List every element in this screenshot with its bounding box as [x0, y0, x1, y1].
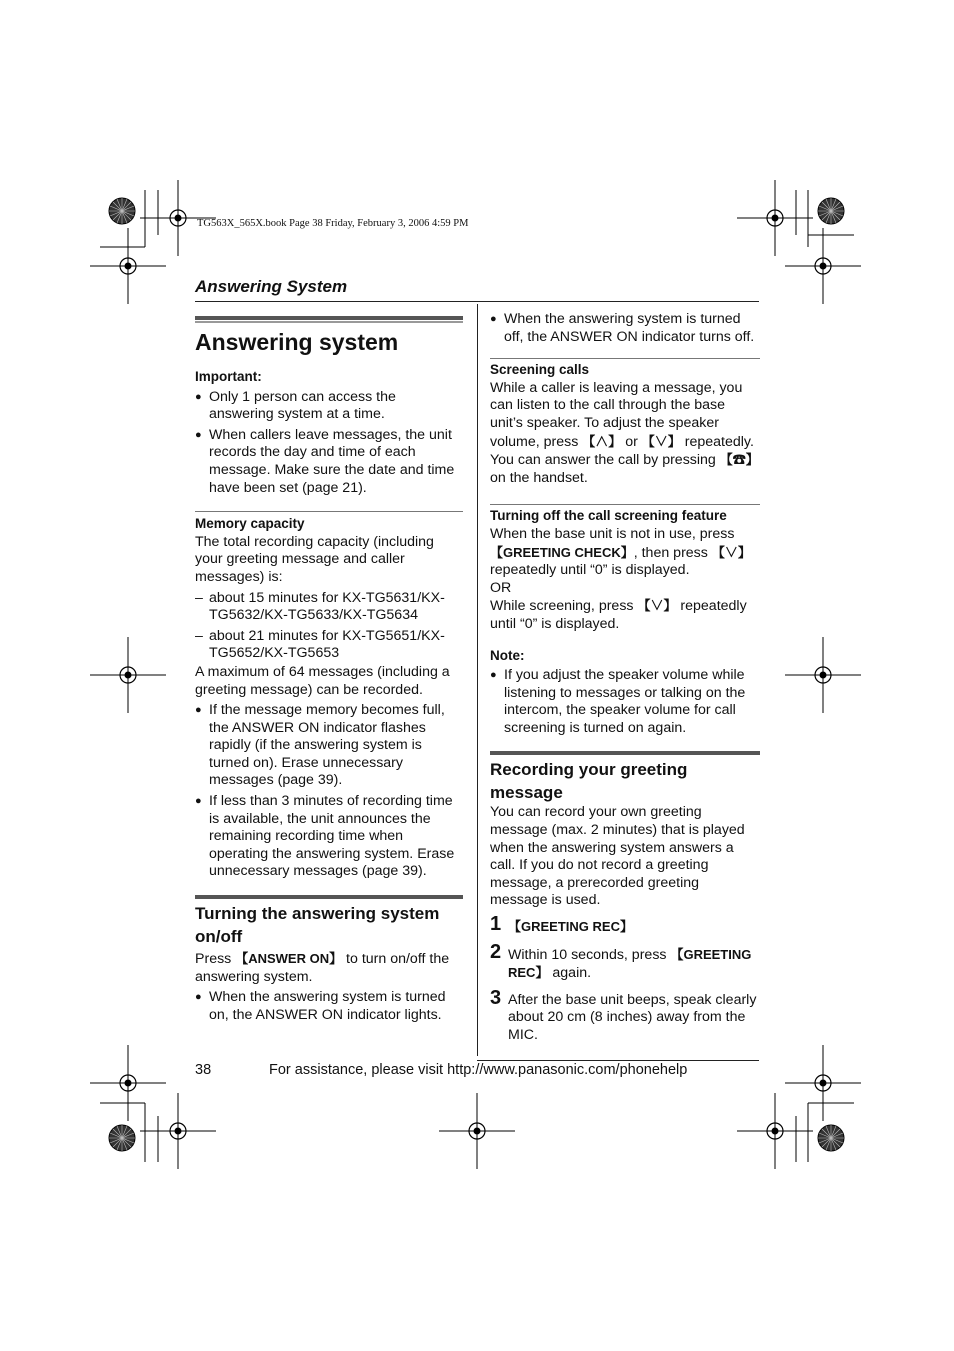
greeting-intro: You can record your own greeting message (max. 2 minutes) that is played when the answering system answers a call. If you do not record a greeting message, a prerecorded greeting message is used.	[490, 804, 745, 909]
assistance-link[interactable]: For assistance, please visit http://www.panasonic.com/phonehelp	[269, 1062, 688, 1078]
list-item: ● When the answering system is turned on, the ANSWER ON indicator lights.	[195, 989, 446, 1023]
turnoff-heading: Turning off the call screening feature	[490, 508, 727, 524]
memory-heading: Memory capacity	[195, 516, 305, 532]
list-item: ● If you adjust the speaker volume while listening to messages or talking on the intercom, the speaker volume for call screening is turned on again.	[490, 667, 746, 736]
left-column	[195, 316, 463, 1024]
registration-mark	[90, 1045, 166, 1121]
starburst-mark	[818, 198, 844, 224]
screening-heading: Screening calls	[490, 362, 590, 378]
section-header: Answering System	[195, 277, 348, 296]
step-1: 1 【GREETING REC】	[490, 913, 633, 936]
registration-mark	[439, 1093, 515, 1169]
list-item: – about 21 minutes for KX-TG5651/KX-TG5652/KX-TG5653	[195, 627, 445, 662]
registration-mark	[140, 1093, 216, 1169]
bullet-icon: ●	[490, 313, 497, 325]
right-column	[490, 309, 760, 1045]
list-item: – about 15 minutes for KX-TG5631/KX-TG5632/KX-TG5633/KX-TG5634	[195, 589, 445, 624]
important-label: Important:	[195, 369, 262, 384]
section-divider	[490, 358, 760, 359]
starburst-mark	[109, 1125, 135, 1151]
header-rule	[195, 301, 759, 302]
page-number: 38	[195, 1062, 212, 1078]
memory-max: A maximum of 64 messages (including a greeting message) can be recorded.	[195, 663, 450, 698]
greeting-rec-key: 【GREETING REC】	[508, 919, 633, 935]
registration-mark	[737, 180, 813, 256]
registration-mark	[90, 228, 166, 304]
bullet-icon: ●	[195, 704, 202, 717]
registration-mark	[785, 1045, 861, 1121]
title-bar	[195, 316, 463, 320]
print-header: TG563X_565X.book Page 38 Friday, February 3, 2006 4:59 PM	[197, 218, 469, 229]
section-bar	[195, 895, 463, 899]
footer-rule	[477, 1060, 759, 1061]
section-bar	[490, 751, 760, 755]
or-line: OR	[490, 579, 512, 596]
list-item: ● If less than 3 minutes of recording time is available, the unit announces the remaining recording time when operating the answering system. Erase unnecessary messages (page 39).	[195, 793, 455, 880]
section-divider	[490, 504, 760, 505]
list-item: ● Only 1 person can access the answering system at a time.	[195, 388, 396, 423]
registration-mark	[90, 637, 166, 713]
onoff-instruction: Press 【ANSWER ON】 to turn on/off the answering system.	[195, 951, 450, 985]
answer-call-text: You can answer the call by pressing 【☎】 on the handset.	[490, 452, 759, 486]
down-key: 【∨】	[711, 544, 751, 560]
registration-mark	[737, 1093, 813, 1169]
registration-mark	[785, 228, 861, 304]
bullet-icon: ●	[195, 390, 202, 403]
greeting-heading: Recording your greeting message	[490, 760, 688, 803]
section-divider	[195, 511, 463, 512]
bullet-icon: ●	[195, 795, 202, 808]
column-divider	[477, 304, 478, 1056]
bullet-icon: ●	[195, 991, 202, 1004]
greeting-check-key: 【GREETING CHECK】	[490, 544, 634, 560]
down-key: 【∨】	[641, 433, 681, 449]
turnoff-text: When the base unit is not in use, press 【GREETING CHECK】, then press 【∨】 repeatedly until “0” is displayed.	[490, 525, 751, 579]
greeting-rec-key: 【GREETING REC】	[508, 946, 752, 981]
page-title: Answering system	[195, 329, 399, 355]
note-label: Note:	[490, 647, 525, 663]
screening-text: While a caller is leaving a message, you can listen to the call through the base unit’s speaker. To adjust the speaker volume, press 【∧】 or 【∨】 repeatedly.	[490, 379, 754, 450]
answer-on-key: 【ANSWER ON】	[235, 951, 343, 967]
starburst-mark	[109, 198, 135, 224]
step-2: 2 Within 10 seconds, press 【GREETING REC】 again.	[490, 940, 752, 982]
turnoff-text-2: While screening, press 【∨】 repeatedly until “0” is displayed.	[490, 598, 747, 632]
bullet-icon: ●	[490, 669, 497, 682]
talk-key-icon: 【☎】	[719, 452, 759, 468]
list-item: ● When the answering system is turned off, the ANSWER ON indicator turns off.	[490, 311, 755, 345]
step-3: 3 After the base unit beeps, speak clearly about 20 cm (8 inches) away from the MIC.	[490, 986, 757, 1043]
memory-intro: The total recording capacity (including your greeting message and caller messages) is:	[195, 533, 434, 585]
list-item: ● When callers leave messages, the unit records the day and time of each message. Make sure the date and time have been set (page 21).	[195, 426, 455, 496]
onoff-heading: Turning the answering system on/off	[195, 904, 440, 947]
registration-mark	[785, 637, 861, 713]
bullet-icon: ●	[195, 428, 202, 441]
starburst-mark	[818, 1125, 844, 1151]
down-key: 【∨】	[637, 598, 677, 614]
up-key: 【∧】	[582, 433, 622, 449]
list-item: ● If the message memory becomes full, the ANSWER ON indicator flashes rapidly (if the answering system is turned on). Erase unnecessary messages (page 39).	[195, 702, 445, 789]
